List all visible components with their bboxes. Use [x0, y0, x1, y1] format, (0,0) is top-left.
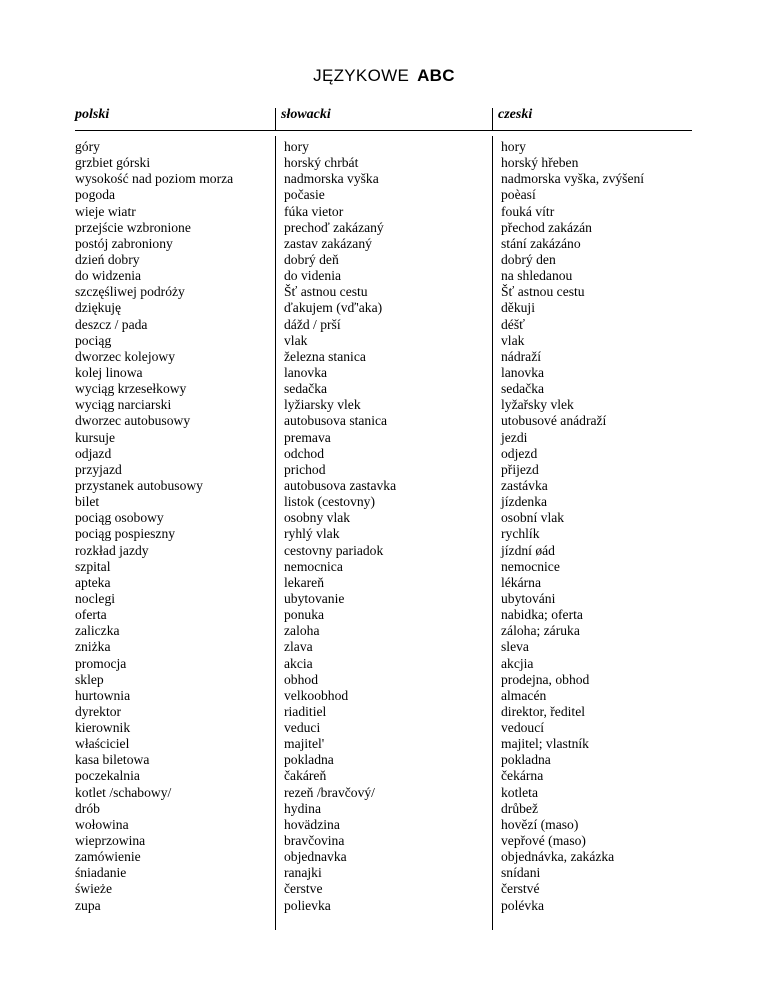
word-entry: lékárna	[501, 574, 541, 590]
word-entry: ubytovanie	[284, 590, 345, 606]
word-entry: riaditiel	[284, 703, 327, 719]
word-entry: nabidka; oferta	[501, 607, 583, 623]
word-entry: majitel; vlastník	[501, 736, 589, 752]
word-entry: zamówienie	[75, 849, 141, 865]
word-entry: veduci	[284, 720, 321, 736]
word-entry: wyciąg krzesełkowy	[75, 381, 187, 397]
word-entry: drůbež	[501, 800, 538, 816]
word-entry: zniżka	[75, 639, 111, 655]
word-entry: čekárna	[501, 768, 544, 784]
word-entry: pokladna	[501, 752, 551, 768]
word-entry: horský chrbát	[284, 155, 359, 171]
word-entry: železna stanica	[284, 348, 366, 364]
word-entry: přijezd	[501, 461, 539, 477]
word-entry: rezeň /bravčový/	[284, 784, 375, 800]
word-entry: jízdenka	[501, 494, 548, 510]
slovak-word-list	[284, 139, 396, 914]
word-entry: promocja	[75, 655, 127, 671]
word-entry: dzień dobry	[75, 251, 140, 267]
word-entry: do videnia	[284, 268, 342, 284]
header-divider	[75, 130, 692, 131]
czech-column-header	[498, 103, 693, 127]
word-entry: oferta	[75, 607, 107, 623]
word-entry: przejście wzbronione	[75, 219, 191, 235]
word-entry: ďakujem (vď'aka)	[284, 300, 383, 316]
word-entry: vlak	[284, 332, 308, 348]
word-entry: dziękuję	[75, 300, 122, 316]
word-entry: postój zabroniony	[75, 235, 173, 251]
word-entry: hydina	[284, 800, 321, 816]
title-part-1: JĘZYKOWE	[313, 66, 410, 85]
word-entry: almacén	[501, 687, 547, 703]
word-entry: ponuka	[284, 607, 325, 623]
word-entry: dyrektor	[75, 703, 122, 719]
word-entry: vepřové (maso)	[501, 833, 586, 849]
word-entry: čerstvé	[501, 881, 540, 897]
word-entry: przyjazd	[75, 461, 122, 477]
word-entry: noclegi	[75, 590, 116, 606]
word-entry: polévka	[501, 897, 545, 913]
word-entry: déšť	[501, 316, 525, 332]
word-entry: hovězí (maso)	[501, 816, 579, 832]
word-entry: cestovny pariadok	[284, 542, 384, 558]
word-entry: wieprzowina	[75, 833, 146, 849]
word-entry: odchod	[284, 445, 325, 461]
word-entry: wieje wiatr	[75, 203, 136, 219]
word-entry: zastav zakázaný	[284, 235, 372, 251]
word-entry: nadmorska vyška	[284, 171, 379, 187]
word-entry: sedačka	[501, 381, 545, 397]
word-entry: pociąg osobowy	[75, 510, 164, 526]
word-entry: przystanek autobusowy	[75, 477, 203, 493]
word-entry: bilet	[75, 494, 100, 510]
word-entry: Šť astnou cestu	[501, 284, 585, 300]
word-entry: horský hřeben	[501, 155, 579, 171]
word-entry: děkuji	[501, 300, 535, 316]
word-entry: vedoucí	[501, 720, 545, 736]
word-entry: obhod	[284, 671, 318, 687]
word-entry: přechod zakázán	[501, 219, 592, 235]
word-entry: kotleta	[501, 784, 538, 800]
word-entry: pogoda	[75, 187, 116, 203]
word-entry: kursuje	[75, 429, 116, 445]
word-entry: lyžařsky vlek	[501, 397, 574, 413]
word-entry: majitel'	[284, 736, 325, 752]
word-entry: utobusové anádraží	[501, 413, 607, 429]
polish-word-list	[75, 139, 233, 914]
word-entry: čakáreň	[284, 768, 327, 784]
word-entry: odjezd	[501, 445, 538, 461]
word-entry: vlak	[501, 332, 525, 348]
word-entry: hovädzina	[284, 816, 340, 832]
word-entry: góry	[75, 139, 100, 154]
word-entry: rychlík	[501, 526, 540, 542]
word-entry: jízdní øád	[501, 542, 555, 558]
word-entry: na shledanou	[501, 268, 573, 284]
word-entry: pociąg pospieszny	[75, 526, 176, 542]
word-entry: śniadanie	[75, 865, 127, 881]
word-entry: akcia	[284, 655, 313, 671]
word-entry: apteka	[75, 574, 111, 590]
word-entry: počasie	[284, 187, 325, 203]
word-entry: osobny vlak	[284, 510, 351, 526]
word-entry: szpital	[75, 558, 111, 574]
word-entry: jezdi	[501, 429, 528, 445]
word-entry: Šť astnou cestu	[284, 284, 368, 300]
word-entry: lanovka	[284, 364, 328, 380]
word-entry: dobrý deň	[284, 251, 339, 267]
column-separator	[492, 136, 493, 930]
word-entry: zastávka	[501, 477, 548, 493]
word-entry: objednavka	[284, 849, 347, 865]
word-entry: hory	[284, 139, 309, 154]
word-entry: kasa biletowa	[75, 752, 150, 768]
word-entry: fouká vítr	[501, 203, 555, 219]
word-entry: lyžiarsky vlek	[284, 397, 361, 413]
word-entry: autobusova zastavka	[284, 477, 397, 493]
word-entry: nádraží	[501, 348, 541, 364]
word-entry: lekareň	[284, 574, 324, 590]
word-entry: deszcz / pada	[75, 316, 148, 332]
word-entry: dobrý den	[501, 251, 556, 267]
word-entry: dworzec autobusowy	[75, 413, 191, 429]
word-entry: rozkład jazdy	[75, 542, 149, 558]
word-entry: świeże	[75, 881, 112, 897]
header-czech: czeski	[498, 107, 533, 122]
word-entry: poèasí	[501, 187, 536, 203]
word-entry: szczęśliwej podróży	[75, 284, 185, 300]
word-entry: kolej linowa	[75, 364, 143, 380]
header-polish: polski	[75, 107, 110, 122]
word-entry: zlava	[284, 639, 313, 655]
word-entry: drób	[75, 800, 100, 816]
word-entry: listok (cestovny)	[284, 494, 375, 510]
word-entry: autobusova stanica	[284, 413, 388, 429]
column-separator	[492, 108, 493, 131]
word-entry: wyciąg narciarski	[75, 397, 172, 413]
word-entry: stání zakázáno	[501, 235, 581, 251]
word-entry: premava	[284, 429, 331, 445]
word-entry: hory	[501, 139, 526, 154]
column-separator	[275, 136, 276, 930]
word-entry: sleva	[501, 639, 529, 655]
word-entry: odjazd	[75, 445, 112, 461]
word-entry: nemocnica	[284, 558, 343, 574]
word-entry: pociąg	[75, 332, 112, 348]
word-entry: ranajki	[284, 865, 322, 881]
word-entry: wołowina	[75, 816, 129, 832]
word-entry: prechoď zakázaný	[284, 219, 384, 235]
word-entry: ubytováni	[501, 590, 556, 606]
word-entry: prichod	[284, 461, 326, 477]
word-entry: direktor, ředitel	[501, 703, 586, 719]
polish-column-header	[75, 103, 250, 127]
word-entry: hurtownia	[75, 687, 131, 703]
word-entry: pokladna	[284, 752, 334, 768]
word-entry: zaliczka	[75, 623, 120, 639]
title-part-2: ABC	[417, 66, 455, 85]
column-separator	[275, 108, 276, 131]
word-entry: prodejna, obhod	[501, 671, 590, 687]
word-entry: nemocnice	[501, 558, 560, 574]
word-entry: ryhlý vlak	[284, 526, 340, 542]
word-entry: dážd / prší	[284, 316, 341, 332]
word-entry: do widzenia	[75, 268, 142, 284]
word-entry: właściciel	[75, 736, 130, 752]
word-entry: čerstve	[284, 881, 323, 897]
czech-word-list	[501, 139, 644, 914]
header-slovak: słowacki	[281, 107, 331, 122]
word-entry: dworzec kolejowy	[75, 348, 176, 364]
word-entry: velkoobhod	[284, 687, 349, 703]
word-entry: sklep	[75, 671, 104, 687]
word-entry: polievka	[284, 897, 331, 913]
word-entry: kotlet /schabowy/	[75, 784, 172, 800]
word-entry: fúka vietor	[284, 203, 344, 219]
word-entry: poczekalnia	[75, 768, 140, 784]
word-entry: wysokość nad poziom morza	[75, 171, 234, 187]
word-entry: sedačka	[284, 381, 328, 397]
word-entry: zaloha	[284, 623, 320, 639]
word-entry: grzbiet górski	[75, 155, 151, 171]
word-entry: objednávka, zakázka	[501, 849, 615, 865]
word-entry: lanovka	[501, 364, 545, 380]
word-entry: osobní vlak	[501, 510, 565, 526]
slovak-column-header	[281, 103, 471, 127]
word-entry: snídani	[501, 865, 541, 881]
word-entry: akcjia	[501, 655, 534, 671]
word-entry: zupa	[75, 897, 101, 913]
page-title	[0, 66, 768, 86]
word-entry: bravčovina	[284, 833, 345, 849]
word-entry: nadmorska vyška, zvýšení	[501, 171, 645, 187]
word-entry: kierownik	[75, 720, 131, 736]
word-entry: záloha; záruka	[501, 623, 580, 639]
